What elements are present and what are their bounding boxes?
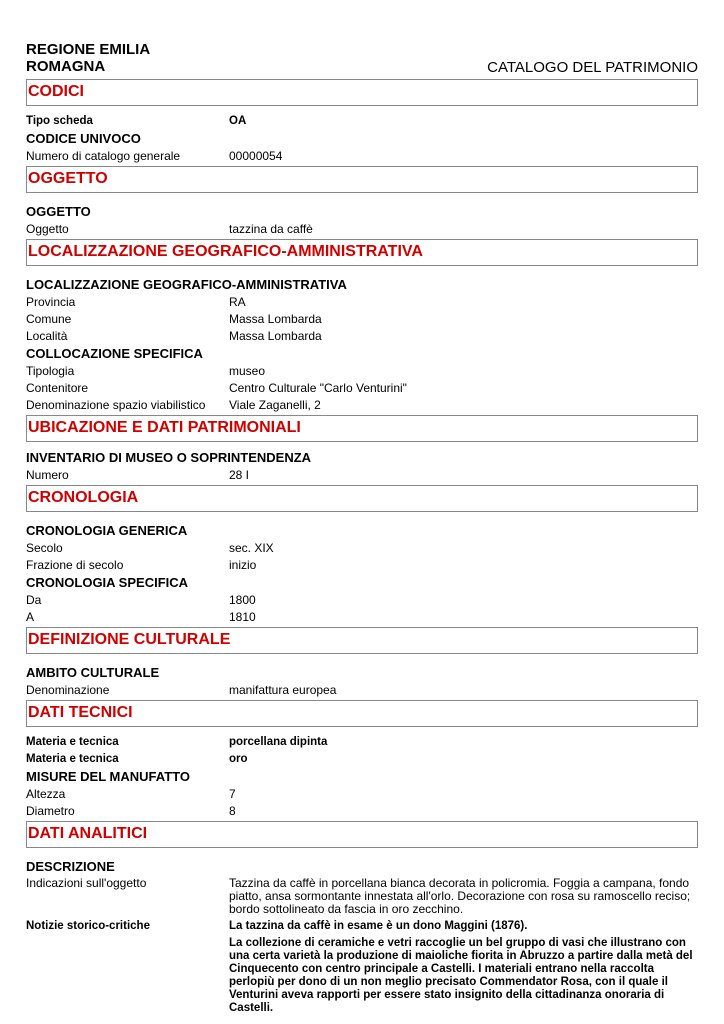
field-row bbox=[26, 682, 698, 699]
page-header bbox=[26, 40, 698, 78]
subsection-title: CRONOLOGIA GENERICA bbox=[26, 523, 188, 538]
field-row bbox=[26, 311, 698, 328]
field-label: Da bbox=[26, 593, 42, 607]
field-value: inizio bbox=[229, 558, 257, 572]
field-value: 7 bbox=[229, 787, 236, 801]
subsection-title: AMBITO CULTURALE bbox=[26, 665, 160, 680]
field-value: 28 I bbox=[229, 468, 250, 482]
field-label: Numero bbox=[26, 468, 69, 482]
field-value: 8 bbox=[229, 804, 236, 818]
field-label: Provincia bbox=[26, 295, 76, 309]
section-localizzazione bbox=[26, 239, 698, 266]
subsection-title: DESCRIZIONE bbox=[26, 859, 115, 874]
field-value: Centro Culturale "Carlo Venturini" bbox=[229, 381, 407, 395]
field-value: Massa Lombarda bbox=[229, 312, 322, 326]
field-label: Oggetto bbox=[26, 222, 69, 236]
subsection-title: CODICE UNIVOCO bbox=[26, 131, 141, 146]
field-label: A bbox=[26, 610, 35, 624]
field-row bbox=[26, 557, 698, 574]
field-value: Massa Lombarda bbox=[229, 329, 322, 343]
field-label: Comune bbox=[26, 312, 72, 326]
section-ubicazione bbox=[26, 415, 698, 442]
field-label: Località bbox=[26, 329, 68, 343]
field-value: oro bbox=[229, 753, 248, 765]
section-analitici bbox=[26, 821, 698, 848]
field-label: Secolo bbox=[26, 541, 63, 555]
field-value: 1800 bbox=[229, 593, 256, 607]
section-title: LOCALIZZAZIONE GEOGRAFICO-AMMINISTRATIVA bbox=[28, 243, 423, 260]
section-title: DATI TECNICI bbox=[28, 704, 133, 721]
field-value: 00000054 bbox=[229, 149, 283, 163]
section-tecnici bbox=[26, 700, 698, 727]
field-row bbox=[26, 540, 698, 557]
field-value: sec. XIX bbox=[229, 541, 274, 555]
field-row bbox=[26, 380, 698, 397]
field-row bbox=[26, 786, 698, 803]
field-row bbox=[26, 592, 698, 609]
field-label: Indicazioni sull'oggetto bbox=[26, 876, 147, 890]
section-definizione bbox=[26, 627, 698, 654]
field-label: Diametro bbox=[26, 804, 75, 818]
field-row bbox=[26, 920, 698, 1015]
field-label: Altezza bbox=[26, 787, 66, 801]
field-row bbox=[26, 877, 698, 916]
field-label: Contenitore bbox=[26, 381, 89, 395]
field-row bbox=[26, 397, 698, 414]
field-value: La tazzina da caffè in esame è un dono Maggini (1876). bbox=[229, 920, 528, 932]
field-row bbox=[26, 803, 698, 820]
subsection-title: CRONOLOGIA SPECIFICA bbox=[26, 575, 189, 590]
section-title: UBICAZIONE E DATI PATRIMONIALI bbox=[28, 419, 301, 436]
field-label: Materia e tecnica bbox=[26, 736, 119, 748]
field-label: Notizie storico-critiche bbox=[26, 920, 150, 932]
field-value: tazzina da caffè bbox=[229, 222, 313, 236]
subsection-title: MISURE DEL MANUFATTO bbox=[26, 769, 190, 784]
field-row bbox=[26, 294, 698, 311]
field-value: museo bbox=[229, 364, 266, 378]
field-label: Frazione di secolo bbox=[26, 558, 124, 572]
section-cronologia bbox=[26, 485, 698, 512]
region-title: REGIONE EMILIA ROMAGNA bbox=[26, 41, 150, 75]
field-label: Materia e tecnica bbox=[26, 753, 119, 765]
section-title: DATI ANALITICI bbox=[28, 825, 148, 842]
section-title: OGGETTO bbox=[28, 170, 108, 187]
subsection-title: COLLOCAZIONE SPECIFICA bbox=[26, 346, 203, 361]
field-label: Denominazione spazio viabilistico bbox=[26, 398, 206, 412]
field-label: Tipo scheda bbox=[26, 115, 93, 127]
field-value: manifattura europea bbox=[229, 683, 337, 697]
field-row bbox=[26, 221, 698, 238]
field-value: OA bbox=[229, 115, 247, 127]
section-title: DEFINIZIONE CULTURALE bbox=[28, 631, 231, 648]
section-codici bbox=[26, 79, 698, 106]
field-value: RA bbox=[229, 295, 246, 309]
field-row bbox=[26, 609, 698, 626]
field-row bbox=[26, 467, 698, 484]
section-title: CRONOLOGIA bbox=[28, 489, 139, 506]
catalog-page bbox=[26, 40, 698, 1015]
section-oggetto bbox=[26, 166, 698, 193]
field-value: Viale Zaganelli, 2 bbox=[229, 398, 321, 412]
field-label: Denominazione bbox=[26, 683, 110, 697]
field-row bbox=[26, 113, 698, 130]
field-value: Tazzina da caffè in porcellana bianca decorata in policromia. Foggia a campana, fondo piatto, ansa sormontante innestata all'orlo. Decorazione con rosa su ramoscello reciso; bordo sottolineato da fascia in oro zecchino. bbox=[229, 876, 691, 916]
field-label: Numero di catalogo generale bbox=[26, 149, 181, 163]
subsection-title: INVENTARIO DI MUSEO O SOPRINTENDENZA bbox=[26, 450, 312, 465]
catalog-title: CATALOGO DEL PATRIMONIO bbox=[487, 59, 698, 76]
field-value: La collezione di ceramiche e vetri raccoglie un bel gruppo di vasi che illustrano con una certa varietà la produzione di maioliche fiorita in Abruzzo a partire dalla metà del Cinquecento con centro principale a Castelli. I materiali entrano nella raccolta perlopiù per dono di un non meglio precisato Commendator Rosa, con il quale il Venturini aveva rapporti per essere stato insignito della cittadinanza onoraria di Castelli. bbox=[229, 937, 693, 1014]
field-value: porcellana dipinta bbox=[229, 736, 328, 748]
section-title: CODICI bbox=[28, 83, 84, 100]
field-row bbox=[26, 751, 698, 768]
field-row bbox=[26, 363, 698, 380]
field-label: Tipologia bbox=[26, 364, 75, 378]
subsection-title: LOCALIZZAZIONE GEOGRAFICO-AMMINISTRATIVA bbox=[26, 277, 347, 292]
field-value: 1810 bbox=[229, 610, 256, 624]
field-row bbox=[26, 148, 698, 165]
field-row bbox=[26, 328, 698, 345]
subsection-title: OGGETTO bbox=[26, 204, 91, 219]
field-row bbox=[26, 734, 698, 751]
